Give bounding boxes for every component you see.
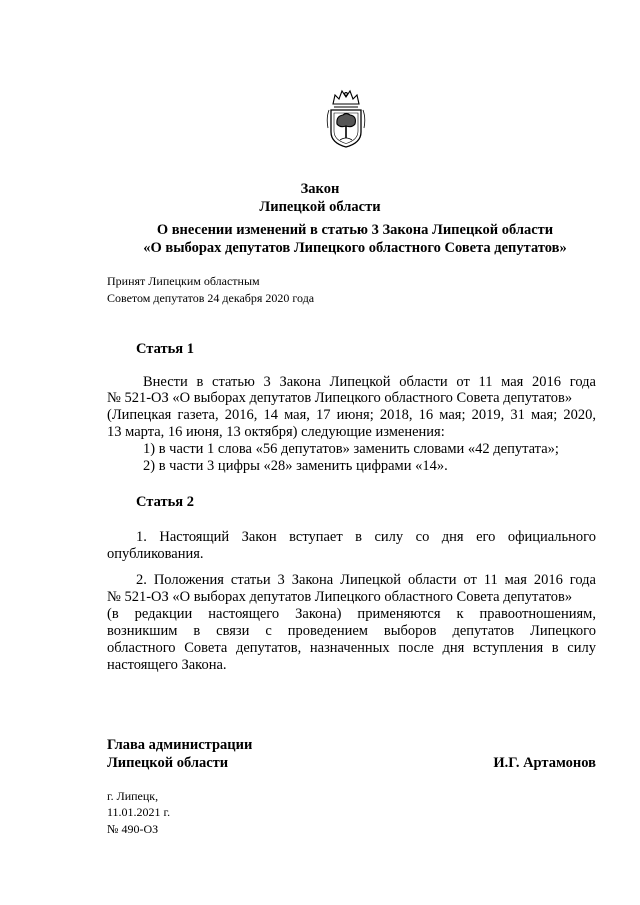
adoption-line-1: Принят Липецким областным [107, 274, 260, 288]
law-title-line-2: «О выборах депутатов Липецкого областного Совета депутатов» [143, 240, 567, 256]
signing-date: 11.01.2021 г. [107, 805, 171, 819]
article-1-text-line-1: Внести в статью 3 Закона Липецкой области от 11 мая 2016 года [143, 374, 596, 390]
article-2-p1-line-1: 1. Настоящий Закон вступает в силу со дня его официального [136, 529, 596, 545]
article-2-p2-line-5: областного Совета депутатов, назначенных после дня вступления в силу [107, 640, 596, 656]
article-2-p2-line-6: настоящего Закона. [107, 657, 227, 673]
signatory-position-line-1: Глава администрации [107, 737, 253, 753]
article-1-text-line-4: 13 марта, 16 июня, 13 октября) следующие изменения: [107, 424, 445, 440]
article-2-p2-line-4: возникшим в связи с проведением выборов депутатов Липецкого [107, 623, 596, 639]
article-2-p1-line-2: опубликования. [107, 546, 204, 562]
adoption-line-2: Советом депутатов 24 декабря 2020 года [107, 291, 315, 305]
signatory-name: И.Г. Артамонов [493, 755, 596, 771]
region-name: Липецкой области [259, 199, 381, 215]
law-number: № 490-ОЗ [107, 822, 159, 836]
article-1-item-2: 2) в части 3 цифры «28» заменить цифрами «14». [143, 458, 448, 474]
article-2-title: Статья 2 [136, 494, 194, 510]
article-1-text-line-3: (Липецкая газета, 2016, 14 мая, 17 июня; 2018, 16 мая; 2019, 31 мая; 2020, [107, 407, 596, 423]
article-2-p2-line-3: (в редакции настоящего Закона) применяются к правоотношениям, [107, 606, 596, 622]
coat-of-arms-emblem [325, 88, 367, 150]
law-title-line-1: О внесении изменений в статью 3 Закона Липецкой области [156, 222, 554, 238]
document-type: Закон [300, 181, 340, 197]
article-2-p2-line-1: 2. Положения статьи 3 Закона Липецкой области от 11 мая 2016 года [136, 572, 596, 588]
article-2-p2-line-2: № 521-ОЗ «О выборах депутатов Липецкого областного Совета депутатов» [107, 589, 573, 605]
article-1-title: Статья 1 [136, 341, 194, 357]
article-1-item-1: 1) в части 1 слова «56 депутатов» заменить словами «42 депутата»; [143, 441, 559, 457]
article-1-text-line-2: № 521-ОЗ «О выборах депутатов Липецкого областного Совета депутатов» [107, 390, 573, 406]
signatory-position-line-2: Липецкой области [107, 755, 229, 771]
city: г. Липецк, [107, 789, 159, 803]
